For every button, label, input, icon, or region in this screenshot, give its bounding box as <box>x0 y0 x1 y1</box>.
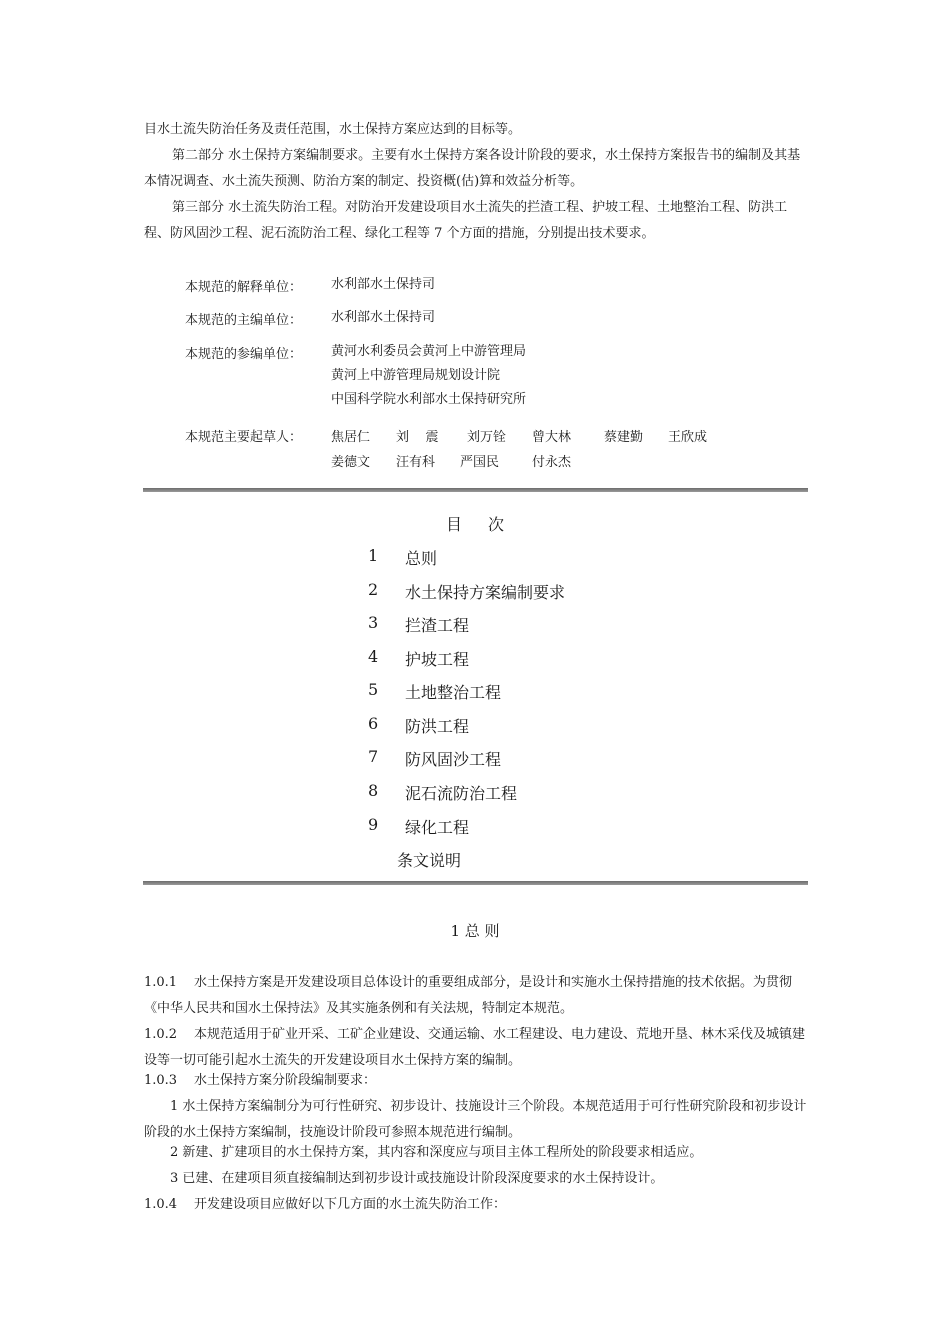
clause-1-0-4 <box>144 1192 808 1218</box>
co-unit-label: 本规范的参编单位： <box>185 347 303 362</box>
divider-rule <box>143 881 808 885</box>
drafter-name: 王欣成 <box>668 430 708 445</box>
co-unit-value-1: 黄河水利委员会黄河上中游管理局 <box>331 344 527 359</box>
co-unit-value-2: 黄河上中游管理局规划设计院 <box>331 368 501 383</box>
drafter-name: 刘万铨 <box>467 430 507 445</box>
clause-1-0-2 <box>144 1022 808 1074</box>
clause-number: 1.0.3 <box>144 1073 178 1088</box>
toc-item-label: 防洪工程 <box>405 717 470 736</box>
toc-item-label: 防风固沙工程 <box>405 750 502 769</box>
toc-item-number: 4 <box>368 647 379 666</box>
co-unit-value-3: 中国科学院水利部水土保持研究所 <box>331 392 527 407</box>
drafter-name: 严国民 <box>460 455 500 470</box>
chief-unit-label: 本规范的主编单位： <box>185 313 303 328</box>
clause-1-0-3-item-3: 3 已建、在建项目须直接编制达到初步设计或技施设计阶段深度要求的水土保持设计。 <box>170 1171 664 1186</box>
drafters-label: 本规范主要起草人： <box>185 430 303 445</box>
drafter-name: 焦居仁 <box>331 430 371 445</box>
divider-rule <box>143 488 808 492</box>
toc-item-number: 6 <box>368 714 379 733</box>
intro-line: 目水土流失防治任务及责任范围，水土保持方案应达到的目标等。 <box>144 122 522 137</box>
drafters-row <box>185 426 805 474</box>
interp-unit-value: 水利部水土保持司 <box>331 277 436 292</box>
clause-text: 水土保持方案是开发建设项目总体设计的重要组成部分，是设计和实施水土保持措施的技术依据。为贯彻《中华人民共和国水土保持法》及其实施条例和有关法规，特制定本规范。 <box>144 975 793 1016</box>
toc-item-label: 总则 <box>405 549 438 568</box>
drafter-name: 蔡建勤 <box>604 430 644 445</box>
toc-item-number: 2 <box>368 580 379 599</box>
section-title: 1 总 则 <box>450 922 500 940</box>
toc-item-number: 7 <box>368 747 379 766</box>
clause-text: 水土保持方案分阶段编制要求： <box>194 1073 377 1088</box>
co-unit-row <box>185 343 805 415</box>
chief-unit-value: 水利部水土保持司 <box>331 310 436 325</box>
drafter-name: 姜德文 <box>331 455 371 470</box>
drafter-name: 付永杰 <box>532 455 572 470</box>
clause-text: 开发建设项目应做好以下几方面的水土流失防治工作： <box>194 1197 507 1212</box>
intro-part3: 第三部分 水土流失防治工程。对防治开发建设项目水土流失的拦渣工程、护坡工程、土地整治工程、防洪工程、防风固沙工程、泥石流防治工程、绿化工程等 7 个方面的措施，分别提出技术要求。 <box>144 200 788 241</box>
toc-item-number: 1 <box>368 546 379 565</box>
toc-item-number: 5 <box>368 680 379 699</box>
chief-unit-row <box>185 309 805 333</box>
toc-item-label: 绿化工程 <box>405 818 470 837</box>
drafter-name: 刘 震 <box>396 430 439 445</box>
toc-item-label: 护坡工程 <box>405 650 470 669</box>
toc-item-label: 拦渣工程 <box>405 616 470 635</box>
toc-title: 目次 <box>445 515 530 534</box>
clause-number: 1.0.2 <box>144 1027 178 1042</box>
toc-item-number: 9 <box>368 815 379 834</box>
clause-1-0-3-item-1: 1 水土保持方案编制分为可行性研究、初步设计、技施设计三个阶段。本规范适用于可行性研究阶段和初步设计阶段的水土保持方案编制，技施设计阶段可参照本规范进行编制。 <box>144 1099 807 1140</box>
intro-part2: 第二部分 水土保持方案编制要求。主要有水土保持方案各设计阶段的要求，水土保持方案报告书的编制及其基本情况调查、水土流失预测、防治方案的制定、投资概(估)算和效益分析等。 <box>144 148 801 189</box>
toc-item-number: 3 <box>368 613 379 632</box>
toc-item-number: 8 <box>368 781 379 800</box>
clause-number: 1.0.1 <box>144 975 178 990</box>
clause-text: 本规范适用于矿业开采、工矿企业建设、交通运输、水工程建设、电力建设、荒地开垦、林木采伐及城镇建设等一切可能引起水土流失的开发建设项目水土保持方案的编制。 <box>144 1027 806 1068</box>
toc-item-label: 泥石流防治工程 <box>405 784 518 803</box>
clause-1-0-3 <box>144 1068 808 1094</box>
interp-unit-row <box>185 276 805 300</box>
clause-number: 1.0.4 <box>144 1197 178 1212</box>
clause-1-0-1 <box>144 970 808 1022</box>
drafter-name: 汪有科 <box>396 455 436 470</box>
toc-item-explanation[interactable]: 条文说明 <box>397 851 462 870</box>
drafter-name: 曾大林 <box>532 430 572 445</box>
toc-item-label: 土地整治工程 <box>405 683 502 702</box>
clause-1-0-3-item-2: 2 新建、扩建项目的水土保持方案，其内容和深度应与项目主体工程所处的阶段要求相适应。 <box>170 1145 703 1160</box>
toc-item-label: 水土保持方案编制要求 <box>405 583 566 602</box>
interp-unit-label: 本规范的解释单位： <box>185 280 303 295</box>
